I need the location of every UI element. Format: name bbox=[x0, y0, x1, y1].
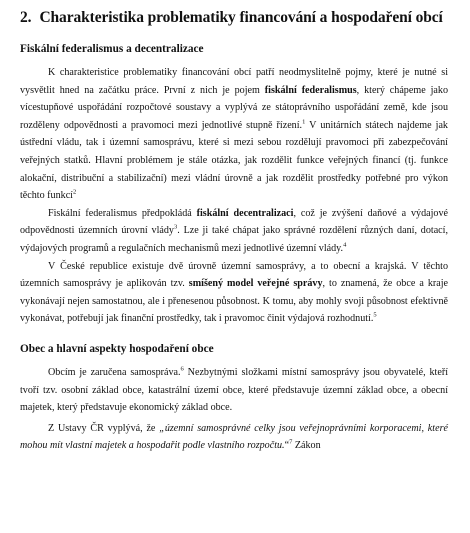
footnote-ref-6[interactable]: 6 bbox=[180, 365, 184, 373]
paragraph-constitution-quote: Z Ustavy ČR vyplývá, že „územní samosprávné celky jsou veřejnoprávními korporacemi, které mohou mít vlastní majetek a hospodařit podle vlastního rozpočtu.“$^7$ Zákon bbox=[20, 422, 448, 452]
footnote-ref-5[interactable]: 5 bbox=[373, 311, 377, 319]
constitution-quote: „územní samosprávné celky jsou veřejnoprávními korporacemi, které mohou mít vlastní majetek a hospodařit podle vlastního rozpočtu. bbox=[20, 422, 448, 452]
footnote-ref-1[interactable]: 1 bbox=[302, 118, 306, 126]
footnote-ref-2[interactable]: 2 bbox=[72, 188, 77, 196]
chapter-heading bbox=[20, 8, 448, 28]
term-mixed-model: smíšený model veřejné správy bbox=[188, 278, 323, 290]
paragraph-czech-self-government: V České republice existuje dvě úrovně územní samosprávy, a to obecní a krajská. V těchto územních samosprávy je aplikován tzv. smíšený model veřejné správy, to znamená, že obce a kraje vykonávají nejen samostatnou, ale i přenesenou působnost. K tomu, aby mohly svoji působnost efektivně vykonávat, potřebují jak finanční prostředky, tak i pravomoc činit výdajová rozhodnutí.$^5$ bbox=[20, 260, 448, 325]
chapter-title: Charakteristika problematiky financování a hospodaření obcí bbox=[39, 9, 443, 26]
document-page bbox=[20, 8, 448, 455]
paragraph-fiscal-decentralization: Fiskální federalismus předpokládá fiskální decentralizaci, což je zvýšení daňové a výdajové odpovědnosti územních úrovní vlády$^3$. Lze ji také chápat jako správné rozdělení různých daní, dotací, výdajových programů a regulačních mechanismů mezi jednotlivé územní vlády.$^4$ bbox=[20, 207, 449, 254]
footnote-ref-7[interactable]: 7 bbox=[289, 438, 293, 446]
term-fiscal-federalism: fiskální federalismus bbox=[264, 84, 357, 96]
paragraph-fiscal-federalism: K charakteristice problematiky financování obcí patří neodmyslitelně pojmy, které je nutné si vysvětlit hned na začátku práce. První z nich je pojem fiskální federalismus, který chápeme jako vícestupňové uspořádání rozpočtové soustavy a vyplývá ze státoprávního uspořádání země, kde jsou rozděleny odpovědnosti a pravomoci mezi jednotlivé stupně řízení.$^1$ V unitárních státech najdeme jak ústřední vládu, tak i územní samosprávu, které si mezi sebou rozdělují pravomoci při zabezpečování veřejných statků. Hlavní problémem je stále otázka, jak rozdělit funkce veřejných financí (tj. funkce alokační, distribuční a stabilizační) mezi vládní úrovně a jak rozdělit prostředky potřebné pro výkon těchto funkcí$^2$ bbox=[20, 67, 448, 202]
paragraph-municipality-self-government: Obcím je zaručena samospráva.$^6$ Nezbytnými složkami místní samosprávy jsou obyvatelé, kteří tvoří tzv. osobní základ obce, katastrální území obce, které představuje územní základ obce, a obecní majetek, který představuje ekonomický základ obce. bbox=[20, 365, 448, 414]
section-heading-municipality: Obec a hlavní aspekty hospodaření obce bbox=[20, 342, 214, 355]
footnote-ref-4[interactable]: 4 bbox=[343, 241, 347, 249]
footnote-ref-3[interactable]: 3 bbox=[173, 223, 178, 231]
section-heading-fiscal-federalism: Fiskální federalismus a decentralizace bbox=[20, 43, 204, 55]
chapter-number: 2. bbox=[20, 9, 32, 26]
term-fiscal-decentralization: fiskální decentralizaci bbox=[196, 207, 294, 219]
